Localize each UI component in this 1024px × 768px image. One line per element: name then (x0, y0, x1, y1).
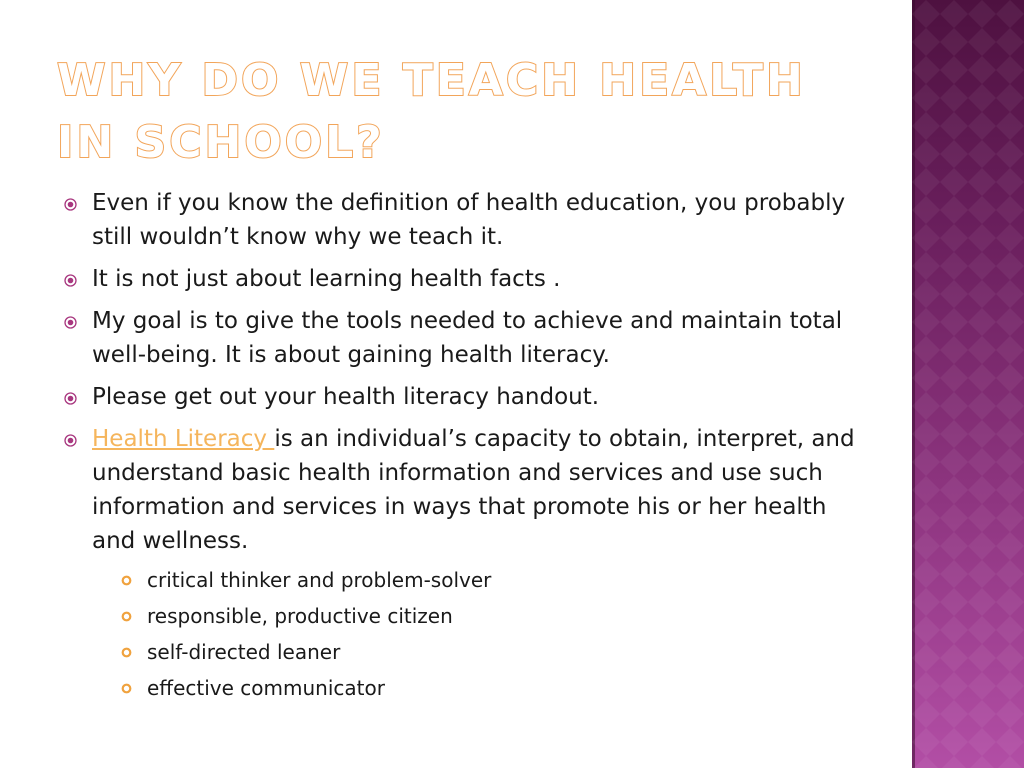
ring-icon (121, 683, 132, 694)
sub-bullet-item (62, 674, 862, 702)
bullet-text: It is not just about learning health facts . (92, 266, 561, 292)
sub-bullet-item (62, 638, 862, 666)
bullet-list (62, 186, 862, 710)
target-circle-icon (64, 434, 77, 447)
bullet-item (62, 186, 862, 254)
ring-icon (121, 647, 132, 658)
bullet-item (62, 304, 862, 372)
bullet-item (62, 422, 862, 558)
target-circle-icon (64, 316, 77, 329)
health-literacy-link[interactable]: Health Literacy (92, 426, 275, 452)
ring-icon (121, 575, 132, 586)
decorative-sidebar (912, 0, 1024, 768)
bullet-text: is an individual’s capacity to obtain, interpret, and understand basic health information and services and use such information and services in ways that promote his or her health and wellness. (92, 426, 855, 554)
target-circle-icon (64, 392, 77, 405)
ring-icon (121, 611, 132, 622)
sub-bullet-text: effective communicator (147, 676, 385, 700)
slide-title: WHY DO WE TEACH HEALTH IN SCHOOL? (57, 55, 806, 168)
target-circle-icon (64, 274, 77, 287)
sub-bullet-item (62, 566, 862, 594)
bullet-item (62, 380, 862, 414)
target-circle-icon (64, 198, 77, 211)
diamond-pattern (912, 0, 1024, 768)
sub-bullet-text: self-directed leaner (147, 640, 341, 664)
sub-bullet-text: responsible, productive citizen (147, 604, 453, 628)
bullet-text: Please get out your health literacy handout. (92, 384, 600, 410)
bullet-item (62, 262, 862, 296)
sub-bullet-item (62, 602, 862, 630)
sub-bullet-text: critical thinker and problem-solver (147, 568, 492, 592)
bullet-text: Even if you know the definition of health education, you probably still wouldn’t know why we teach it. (92, 190, 846, 250)
bullet-text: My goal is to give the tools needed to achieve and maintain total well-being. It is about gaining health literacy. (92, 308, 843, 368)
